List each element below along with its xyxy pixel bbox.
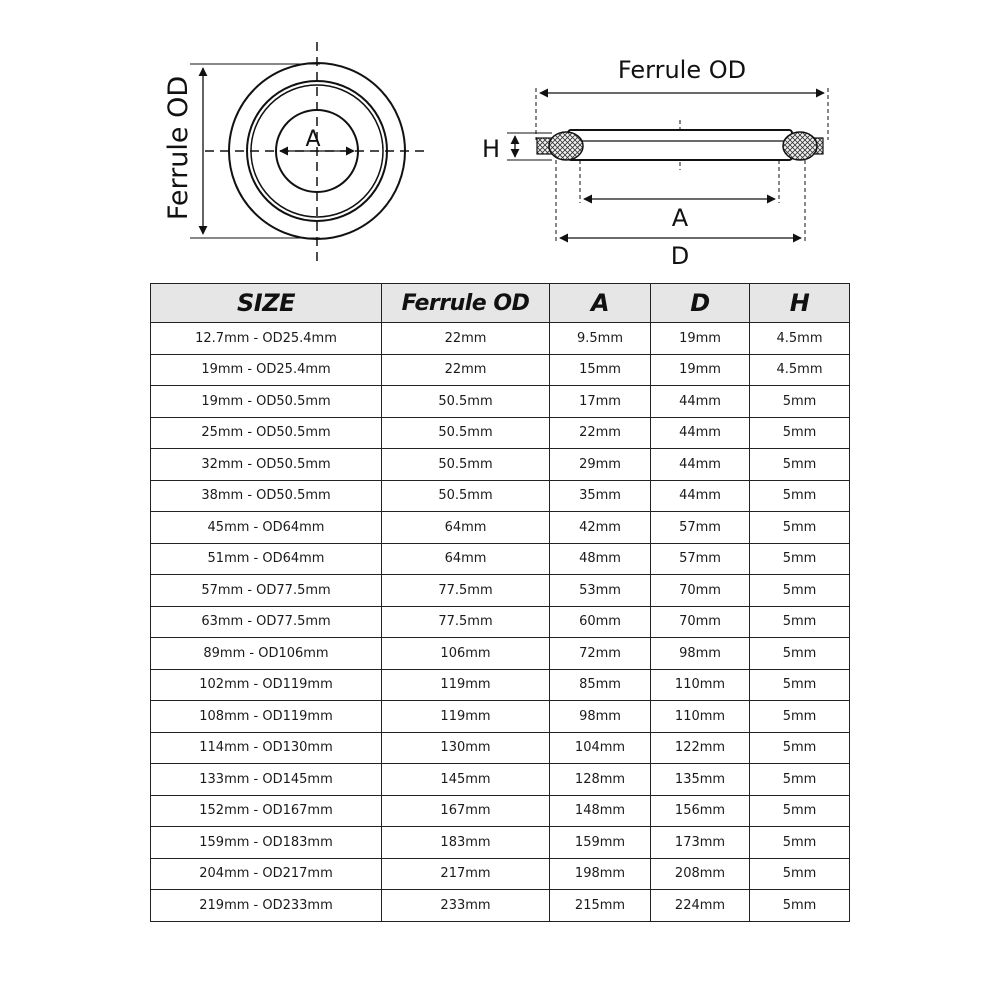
cell-d: 44mm xyxy=(651,480,750,512)
table-row xyxy=(151,449,850,481)
cell-size: 25mm - OD50.5mm xyxy=(151,417,382,449)
cell-d: 44mm xyxy=(651,386,750,418)
cell-d: 57mm xyxy=(651,512,750,544)
cell-ferrule-od: 119mm xyxy=(382,669,550,701)
cell-a: 85mm xyxy=(550,669,651,701)
table-row xyxy=(151,386,850,418)
cell-size: 12.7mm - OD25.4mm xyxy=(151,323,382,355)
cell-a: 35mm xyxy=(550,480,651,512)
cell-ferrule-od: 50.5mm xyxy=(382,449,550,481)
table-row xyxy=(151,732,850,764)
cell-ferrule-od: 64mm xyxy=(382,543,550,575)
front-inner-label: A xyxy=(305,127,321,152)
cell-h: 5mm xyxy=(750,669,850,701)
cell-h: 5mm xyxy=(750,701,850,733)
cell-ferrule-od: 233mm xyxy=(382,890,550,922)
cell-h: 5mm xyxy=(750,890,850,922)
cell-d: 208mm xyxy=(651,858,750,890)
cell-h: 5mm xyxy=(750,795,850,827)
cell-a: 60mm xyxy=(550,606,651,638)
cell-size: 89mm - OD106mm xyxy=(151,638,382,670)
cell-size: 204mm - OD217mm xyxy=(151,858,382,890)
table-row xyxy=(151,512,850,544)
cell-a: 48mm xyxy=(550,543,651,575)
cell-h: 5mm xyxy=(750,606,850,638)
cell-d: 57mm xyxy=(651,543,750,575)
cell-a: 104mm xyxy=(550,732,651,764)
cell-size: 133mm - OD145mm xyxy=(151,764,382,796)
cell-h: 5mm xyxy=(750,732,850,764)
cell-d: 156mm xyxy=(651,795,750,827)
cell-a: 22mm xyxy=(550,417,651,449)
table-row xyxy=(151,827,850,859)
cell-size: 45mm - OD64mm xyxy=(151,512,382,544)
cell-a: 9.5mm xyxy=(550,323,651,355)
cell-h: 5mm xyxy=(750,543,850,575)
cell-a: 98mm xyxy=(550,701,651,733)
table-row xyxy=(151,575,850,607)
header-d: D xyxy=(651,284,750,323)
table-body xyxy=(151,323,850,922)
cell-h: 4.5mm xyxy=(750,323,850,355)
cell-d: 19mm xyxy=(651,323,750,355)
cell-size: 63mm - OD77.5mm xyxy=(151,606,382,638)
section-inner-label: A xyxy=(671,204,689,232)
cell-a: 29mm xyxy=(550,449,651,481)
cell-a: 53mm xyxy=(550,575,651,607)
cell-ferrule-od: 167mm xyxy=(382,795,550,827)
table-row xyxy=(151,638,850,670)
cell-d: 122mm xyxy=(651,732,750,764)
table-header-row xyxy=(151,284,850,323)
cell-d: 44mm xyxy=(651,417,750,449)
cell-ferrule-od: 119mm xyxy=(382,701,550,733)
header-a: A xyxy=(550,284,651,323)
table-row xyxy=(151,543,850,575)
cell-ferrule-od: 106mm xyxy=(382,638,550,670)
top-ferrule-od-label: Ferrule OD xyxy=(617,56,747,84)
table-row xyxy=(151,890,850,922)
cell-d: 135mm xyxy=(651,764,750,796)
table-row xyxy=(151,480,850,512)
cell-ferrule-od: 145mm xyxy=(382,764,550,796)
gasket-diagram xyxy=(0,0,1000,280)
cell-d: 110mm xyxy=(651,669,750,701)
cell-d: 224mm xyxy=(651,890,750,922)
cell-a: 159mm xyxy=(550,827,651,859)
cell-size: 51mm - OD64mm xyxy=(151,543,382,575)
cell-ferrule-od: 217mm xyxy=(382,858,550,890)
table-row xyxy=(151,354,850,386)
cell-ferrule-od: 130mm xyxy=(382,732,550,764)
cell-size: 152mm - OD167mm xyxy=(151,795,382,827)
cell-ferrule-od: 50.5mm xyxy=(382,480,550,512)
cell-size: 159mm - OD183mm xyxy=(151,827,382,859)
cell-h: 5mm xyxy=(750,480,850,512)
cell-a: 17mm xyxy=(550,386,651,418)
cell-a: 198mm xyxy=(550,858,651,890)
cell-d: 19mm xyxy=(651,354,750,386)
table-row xyxy=(151,764,850,796)
cell-size: 102mm - OD119mm xyxy=(151,669,382,701)
cell-size: 219mm - OD233mm xyxy=(151,890,382,922)
cell-d: 70mm xyxy=(651,575,750,607)
cell-ferrule-od: 64mm xyxy=(382,512,550,544)
cell-size: 19mm - OD25.4mm xyxy=(151,354,382,386)
cell-d: 70mm xyxy=(651,606,750,638)
cell-h: 5mm xyxy=(750,417,850,449)
cell-h: 5mm xyxy=(750,386,850,418)
table-row xyxy=(151,606,850,638)
header-size: SIZE xyxy=(151,284,382,323)
cell-ferrule-od: 50.5mm xyxy=(382,386,550,418)
header-h: H xyxy=(750,284,850,323)
cell-ferrule-od: 77.5mm xyxy=(382,575,550,607)
cell-size: 57mm - OD77.5mm xyxy=(151,575,382,607)
cell-h: 5mm xyxy=(750,827,850,859)
table-row xyxy=(151,858,850,890)
table-row xyxy=(151,701,850,733)
cell-d: 98mm xyxy=(651,638,750,670)
cell-size: 114mm - OD130mm xyxy=(151,732,382,764)
section-outer-label: D xyxy=(670,242,690,270)
cell-size: 19mm - OD50.5mm xyxy=(151,386,382,418)
cell-ferrule-od: 22mm xyxy=(382,323,550,355)
cell-a: 72mm xyxy=(550,638,651,670)
cell-a: 215mm xyxy=(550,890,651,922)
side-ferrule-od-label: Ferrule OD xyxy=(163,75,194,221)
table-row xyxy=(151,795,850,827)
table-row xyxy=(151,417,850,449)
cell-ferrule-od: 50.5mm xyxy=(382,417,550,449)
cell-a: 148mm xyxy=(550,795,651,827)
cell-a: 42mm xyxy=(550,512,651,544)
front-view xyxy=(190,42,428,266)
cell-size: 108mm - OD119mm xyxy=(151,701,382,733)
cell-h: 5mm xyxy=(750,575,850,607)
cell-h: 5mm xyxy=(750,764,850,796)
cell-a: 128mm xyxy=(550,764,651,796)
cell-ferrule-od: 77.5mm xyxy=(382,606,550,638)
cell-d: 44mm xyxy=(651,449,750,481)
cell-size: 38mm - OD50.5mm xyxy=(151,480,382,512)
cell-size: 32mm - OD50.5mm xyxy=(151,449,382,481)
cell-ferrule-od: 183mm xyxy=(382,827,550,859)
section-view xyxy=(507,88,828,243)
table-row xyxy=(151,669,850,701)
cell-h: 4.5mm xyxy=(750,354,850,386)
cell-d: 110mm xyxy=(651,701,750,733)
header-ferrule-od: Ferrule OD xyxy=(382,284,550,323)
cell-d: 173mm xyxy=(651,827,750,859)
size-spec-table xyxy=(150,283,850,922)
cell-h: 5mm xyxy=(750,512,850,544)
cell-h: 5mm xyxy=(750,449,850,481)
table-row xyxy=(151,323,850,355)
cell-a: 15mm xyxy=(550,354,651,386)
cell-h: 5mm xyxy=(750,858,850,890)
section-height-label: H xyxy=(481,135,501,163)
cell-h: 5mm xyxy=(750,638,850,670)
cell-ferrule-od: 22mm xyxy=(382,354,550,386)
